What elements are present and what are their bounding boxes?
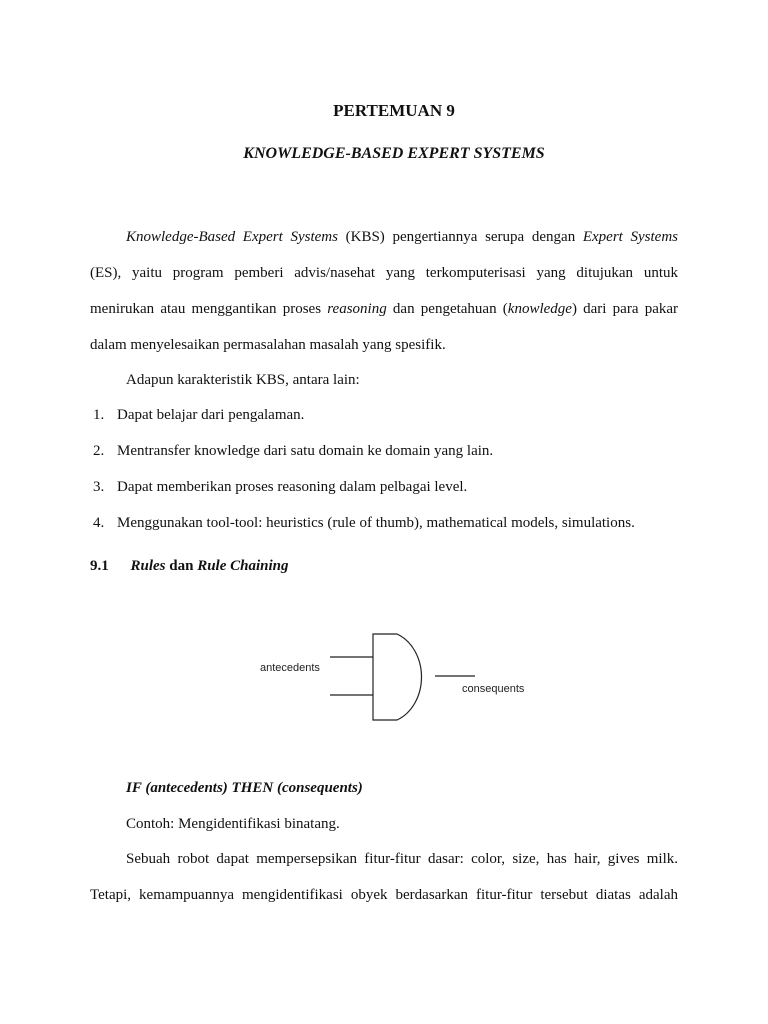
intro-line-1: [126, 228, 678, 246]
list-number: 2.: [93, 443, 105, 459]
section-heading: [90, 557, 289, 575]
intro-text: dan pengetahuan (: [386, 301, 508, 317]
list-text: Menggunakan tool-tool: heuristics (rule of thumb), mathematical models, simulations.: [117, 515, 635, 531]
section-title-chaining: Rule Chaining: [197, 558, 289, 574]
rule-statement: IF (antecedents) THEN (consequents): [126, 780, 363, 796]
example-line: Contoh: Mengidentifikasi binatang.: [126, 816, 340, 832]
intro-line-3: [90, 300, 678, 318]
and-gate-diagram: [250, 625, 540, 730]
paragraph-line-2: Tetapi, kemampuannya mengidentifikasi obyek berdasarkan fitur-fitur tersebut diatas adalah: [90, 887, 678, 903]
and-gate-body: [373, 634, 422, 720]
consequents-label: consequents: [462, 683, 525, 695]
list-number: 1.: [93, 407, 105, 423]
list-number: 4.: [93, 515, 105, 531]
intro-line-4: dalam menyelesaikan permasalahan masalah yang spesifik.: [90, 337, 446, 353]
es-term: Expert Systems: [582, 229, 678, 245]
intro-text: ) dari para pakar: [571, 301, 679, 317]
intro-text: (KBS) pengertiannya serupa dengan: [337, 229, 583, 245]
knowledge-term: knowledge: [507, 301, 572, 317]
kbs-term: Knowledge-Based Expert Systems: [126, 229, 338, 245]
antecedents-label: antecedents: [260, 662, 320, 674]
paragraph-line-1: Sebuah robot dapat mempersepsikan fitur-fitur dasar: color, size, has hair, gives milk.: [126, 851, 678, 867]
list-text: Mentransfer knowledge dari satu domain ke domain yang lain.: [117, 443, 494, 459]
list-text: Dapat memberikan proses reasoning dalam pelbagai level.: [117, 479, 468, 495]
list-number: 3.: [93, 479, 105, 495]
page-title: PERTEMUAN 9: [333, 101, 455, 120]
intro-text: menirukan atau menggantikan proses: [90, 301, 328, 317]
section-number: 9.1: [90, 558, 109, 574]
section-title-and: dan: [165, 558, 198, 574]
reasoning-term: reasoning: [327, 301, 387, 317]
list-text: Dapat belajar dari pengalaman.: [117, 407, 305, 423]
section-title-rules: Rules: [130, 558, 166, 574]
intro-line-2: (ES), yaitu program pemberi advis/nasehat yang terkomputerisasi yang ditujukan untuk: [90, 265, 678, 281]
characteristics-lead: Adapun karakteristik KBS, antara lain:: [126, 372, 360, 388]
page-subtitle: KNOWLEDGE-BASED EXPERT SYSTEMS: [243, 145, 545, 162]
